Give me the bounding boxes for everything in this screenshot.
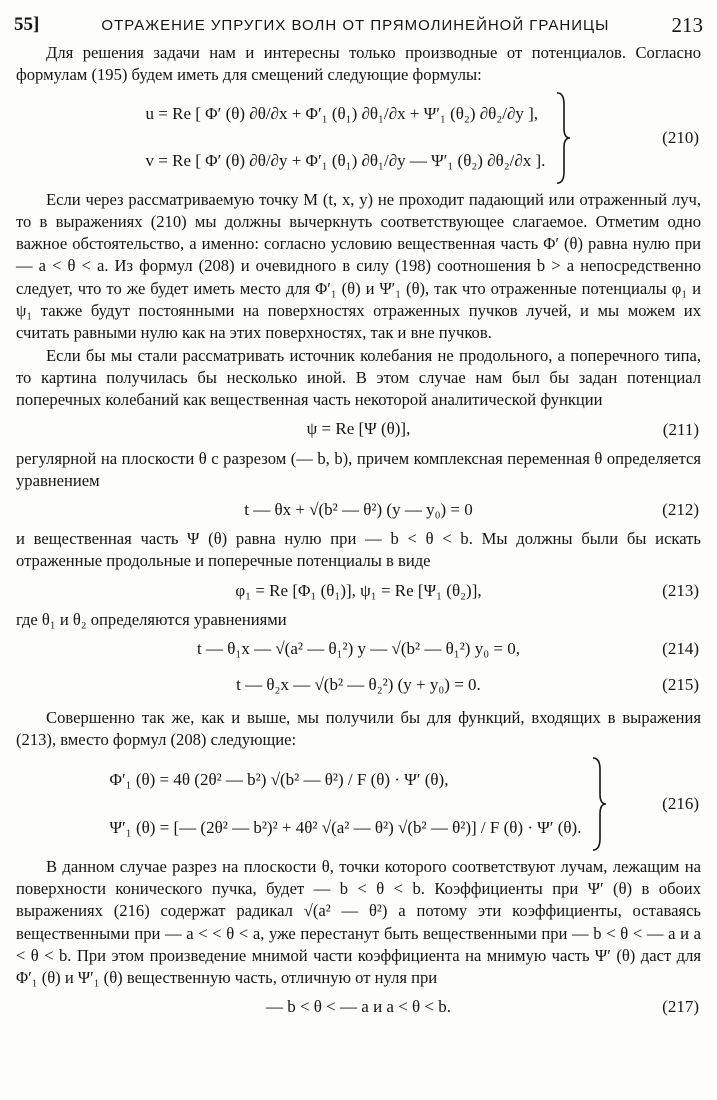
equation-number-217: (217): [662, 997, 699, 1017]
right-brace-icon: [555, 91, 571, 185]
equation-215-body: t — θ₂x — √(b² — θ₂²) (y + y₀) = 0.: [236, 674, 481, 694]
paragraph-3: Если бы мы стали рассматривать источник колебания не продольного, а поперечного типа, то картина получилась бы несколько иной. В этом случае нам был бы задан потенциал поперечных колебаний как вещественная часть некоторой аналитической функции: [16, 345, 701, 410]
equation-number-213: (213): [662, 580, 699, 600]
paragraph-2: Если через рассматриваемую точку M (t, x, y) не проходит падающий или отраженный луч, то в выражениях (210) мы должны вычеркнуть соответствующее слагаемое. Отметим одно важное обстоятельство, а именно: согласно условию вещественная часть Φ′ (θ) равна нулю при — a < θ < a. Из формул (208) и очевидного в силу (198) соотношения b > a непосредственно следует, что то же будет иметь место для Φ′₁ (θ) и Ψ′₁ (θ), так что отраженные потенциалы φ₁ и ψ₁ также будут постоянными на поверхностях отраженных пучков лучей, и мы можем их считать равными нулю как на этих поверхностях, так и вне пучков.: [16, 189, 701, 343]
equation-211: [16, 412, 701, 448]
equation-214: [16, 631, 701, 667]
equation-210-line-u: u = Re [ Φ′ (θ) ∂θ/∂x + Φ′₁ (θ₁) ∂θ₁/∂x + Ψ′₁ (θ₂) ∂θ₂/∂y ],: [145, 104, 539, 124]
paragraph-1: Для решения задачи нам и интересны только производные от потенциалов. Согласно формулам (195) будем иметь для смещений следующие формулы:: [16, 43, 701, 85]
equation-213: [16, 573, 701, 609]
equation-214-body: t — θ₁x — √(a² — θ₁²) y — √(b² — θ₁²) y₀ = 0,: [197, 638, 520, 658]
equation-216-line-phi: Φ′₁ (θ) = 4θ (2θ² — b²) √(b² — θ²) / F (θ) · Ψ′ (θ),: [109, 769, 449, 789]
equation-216-line-psi: Ψ′₁ (θ) = [— (2θ² — b²)² + 4θ² √(a² — θ²) √(b² — θ²)] / F (θ) · Ψ′ (θ).: [109, 817, 582, 837]
equation-210-line-v: v = Re [ Φ′ (θ) ∂θ/∂y + Φ′₁ (θ₁) ∂θ₁/∂y — Ψ′₁ (θ₂) ∂θ₂/∂x ].: [145, 151, 546, 171]
paragraph-5: и вещественная часть Ψ (θ) равна нулю при — b < θ < b. Мы должны были бы искать отраженные продольные и поперечные потенциалы в виде: [16, 529, 701, 571]
equation-number-215: (215): [662, 674, 699, 694]
page-number: 213: [671, 12, 703, 37]
equation-213-body: φ₁ = Re [Φ₁ (θ₁)], ψ₁ = Re [Ψ₁ (θ₂)],: [235, 580, 482, 600]
equation-212-body: t — θx + √(b² — θ²) (y — y₀) = 0: [244, 500, 473, 519]
equation-217-body: — b < θ < — a и a < θ < b.: [265, 997, 452, 1017]
page-header: [14, 10, 703, 40]
equation-number-214: (214): [662, 638, 699, 658]
equation-215: [16, 667, 701, 703]
equation-217: [16, 989, 701, 1025]
equation-216: [16, 756, 701, 852]
equation-210: [16, 91, 701, 185]
paragraph-6: где θ₁ и θ₂ определяются уравнениями: [16, 609, 287, 629]
running-title: ОТРАЖЕНИЕ УПРУГИХ ВОЛН ОТ ПРЯМОЛИНЕЙНОЙ ГРАНИЦЫ: [101, 16, 610, 34]
paragraph-8: В данном случае разрез на плоскости θ, точки которого соответствуют лучам, лежащим на поверхности конического пучка, будет — b < θ < b. Коэффициенты при Ψ′ (θ) в обоих выражениях (216) содержат радикал √(a² — θ²) а потому эти коэффициенты, оставаясь вещественными при — a < < θ < a, уже перестанут быть вещественными при — b < θ < — a и a < θ < b. При этом произведение мнимой части коэффициента на мнимую часть Ψ′ (θ) даст для Φ′₁ (θ) и Ψ′₁ (θ) вещественную часть, отличную от нуля при: [16, 856, 701, 988]
paragraph-4: регулярной на плоскости θ с разрезом (— b, b), причем комплексная переменная θ определяется уравнением: [16, 448, 701, 490]
equation-number-216: (216): [662, 793, 699, 813]
equation-number-212: (212): [662, 500, 699, 520]
page-content: [16, 42, 701, 1025]
paragraph-7: Совершенно так же, как и выше, мы получили бы для функций, входящих в выражения (213), вместо формул (208) следующие:: [16, 708, 701, 750]
equation-211-body: ψ = Re [Ψ (θ)],: [306, 419, 411, 439]
section-number: 55]: [14, 14, 40, 35]
equation-number-211: (211): [662, 419, 699, 439]
equation-number-210: (210): [662, 127, 699, 147]
right-brace-icon: [591, 756, 607, 852]
equation-212: [16, 492, 701, 528]
